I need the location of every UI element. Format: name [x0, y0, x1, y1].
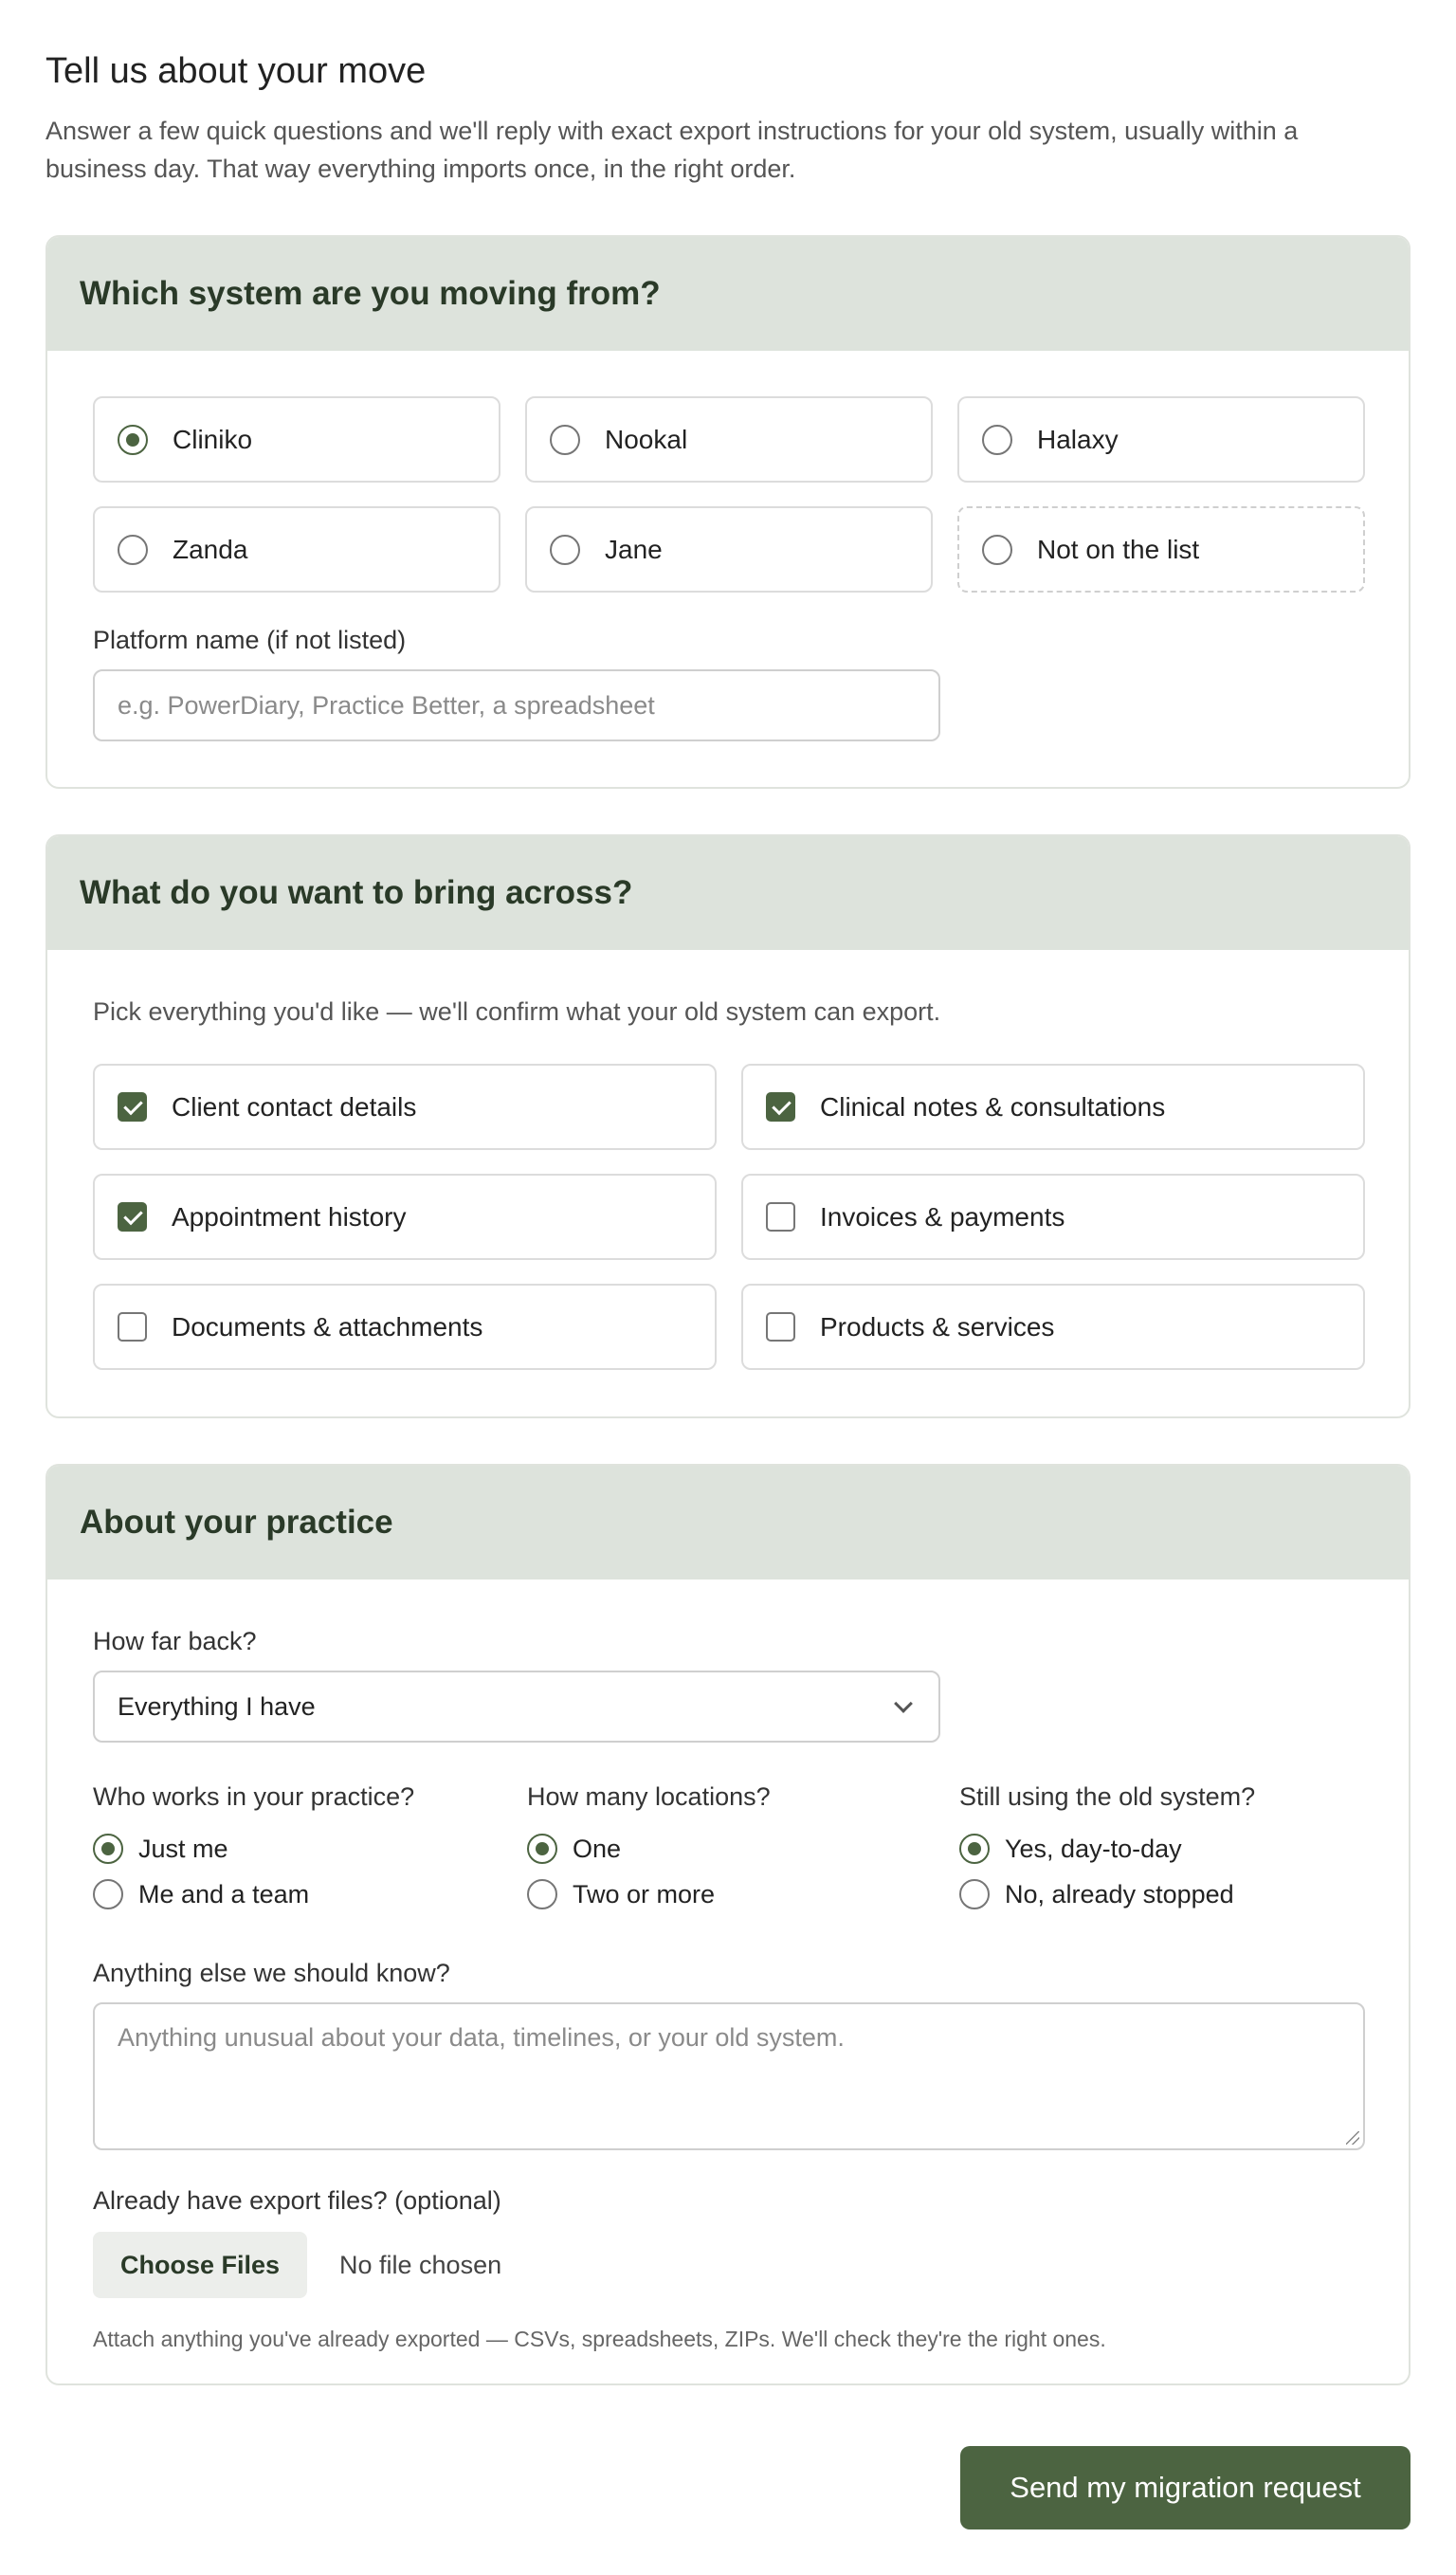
data-option-appointment-history[interactable]: [93, 1174, 717, 1260]
locations-question-label: How many locations?: [527, 1782, 771, 1811]
checkbox-icon[interactable]: [118, 1312, 147, 1342]
files-label: Already have export files? (optional): [93, 2186, 501, 2215]
data-option-label: Documents & attachments: [172, 1311, 483, 1342]
chevron-down-icon: [894, 1694, 913, 1713]
file-status-text: No file chosen: [339, 2251, 502, 2279]
checkbox-checked-icon[interactable]: [118, 1092, 147, 1122]
locations-option-label: Two or more: [573, 1879, 716, 1908]
radio-icon[interactable]: [93, 1879, 123, 1909]
system-option-label: Halaxy: [1037, 424, 1119, 454]
system-option-nookal[interactable]: [525, 396, 933, 483]
locations-option-two-or-more[interactable]: [527, 1879, 715, 1909]
choose-files-button[interactable]: Choose Files: [93, 2232, 307, 2298]
data-section: [46, 834, 1410, 1418]
data-option-label: Client contact details: [172, 1091, 417, 1122]
still-using-option-label: Yes, day-to-day: [1005, 1834, 1182, 1863]
team-option-just-me[interactable]: [93, 1834, 228, 1864]
still-using-question-label: Still using the old system?: [959, 1782, 1256, 1811]
team-option-label: Me and a team: [138, 1879, 310, 1908]
platform-name-label: Platform name (if not listed): [93, 626, 407, 654]
system-option-label: Jane: [605, 534, 663, 564]
resize-grip-icon[interactable]: [1346, 2131, 1359, 2145]
notes-label: Anything else we should know?: [93, 1959, 450, 1987]
locations-option-one[interactable]: [527, 1834, 621, 1864]
radio-icon[interactable]: [982, 425, 1012, 455]
checkbox-checked-icon[interactable]: [118, 1202, 147, 1232]
checkbox-checked-icon[interactable]: [766, 1092, 795, 1122]
practice-section-heading: About your practice: [47, 1466, 1409, 1580]
system-option-cliniko[interactable]: [93, 396, 500, 483]
notes-textarea[interactable]: [93, 2002, 1365, 2150]
how-far-back-label: How far back?: [93, 1627, 257, 1655]
team-question-label: Who works in your practice?: [93, 1782, 415, 1811]
data-option-products[interactable]: [741, 1284, 1365, 1370]
radio-icon[interactable]: [982, 535, 1012, 565]
system-section: [46, 235, 1410, 789]
system-option-label: Zanda: [173, 534, 248, 564]
how-far-back-value: Everything I have: [118, 1691, 316, 1721]
submit-button[interactable]: Send my migration request: [960, 2446, 1410, 2529]
data-option-invoices[interactable]: [741, 1174, 1365, 1260]
data-option-documents[interactable]: [93, 1284, 717, 1370]
system-section-heading: Which system are you moving from?: [47, 237, 1409, 351]
radio-selected-icon[interactable]: [527, 1834, 557, 1864]
data-section-heading: What do you want to bring across?: [47, 836, 1409, 950]
system-option-label: Nookal: [605, 424, 688, 454]
radio-selected-icon[interactable]: [959, 1834, 990, 1864]
team-option-label: Just me: [138, 1834, 228, 1863]
files-note: Attach anything you've already exported — CSVs, spreadsheets, ZIPs. We'll check they're the right ones.: [93, 2327, 1106, 2351]
page-title: Tell us about your move: [46, 51, 427, 91]
still-using-option-yes[interactable]: [959, 1834, 1182, 1864]
system-option-halaxy[interactable]: [957, 396, 1365, 483]
system-option-zanda[interactable]: [93, 506, 500, 593]
radio-icon[interactable]: [550, 425, 580, 455]
still-using-option-label: No, already stopped: [1005, 1879, 1234, 1908]
platform-name-input[interactable]: [93, 669, 940, 741]
data-option-label: Appointment history: [172, 1201, 407, 1232]
radio-selected-icon[interactable]: [93, 1834, 123, 1864]
system-option-label: Not on the list: [1037, 534, 1200, 564]
radio-icon[interactable]: [118, 535, 148, 565]
data-option-clinical-notes[interactable]: [741, 1064, 1365, 1150]
team-option-team[interactable]: [93, 1879, 309, 1909]
practice-section: [46, 1464, 1410, 2385]
radio-icon[interactable]: [527, 1879, 557, 1909]
radio-icon[interactable]: [959, 1879, 990, 1909]
data-section-helper: Pick everything you'd like — we'll confirm what your old system can export.: [93, 997, 941, 1026]
radio-icon[interactable]: [550, 535, 580, 565]
still-using-option-no[interactable]: [959, 1879, 1234, 1909]
system-option-not-listed[interactable]: [957, 506, 1365, 593]
checkbox-icon[interactable]: [766, 1312, 795, 1342]
system-option-label: Cliniko: [173, 424, 253, 454]
locations-option-label: One: [573, 1834, 622, 1863]
how-far-back-select[interactable]: [93, 1671, 940, 1743]
data-option-label: Products & services: [820, 1311, 1055, 1342]
radio-selected-icon[interactable]: [118, 425, 148, 455]
data-option-client-contact[interactable]: [93, 1064, 717, 1150]
system-option-jane[interactable]: [525, 506, 933, 593]
intro-text: Answer a few quick questions and we'll reply with exact export instructions for your old system, usually within a business day. That way everything imports once, in the right order.: [46, 117, 1299, 183]
checkbox-icon[interactable]: [766, 1202, 795, 1232]
data-option-label: Invoices & payments: [820, 1201, 1065, 1232]
data-option-label: Clinical notes & consultations: [820, 1091, 1166, 1122]
